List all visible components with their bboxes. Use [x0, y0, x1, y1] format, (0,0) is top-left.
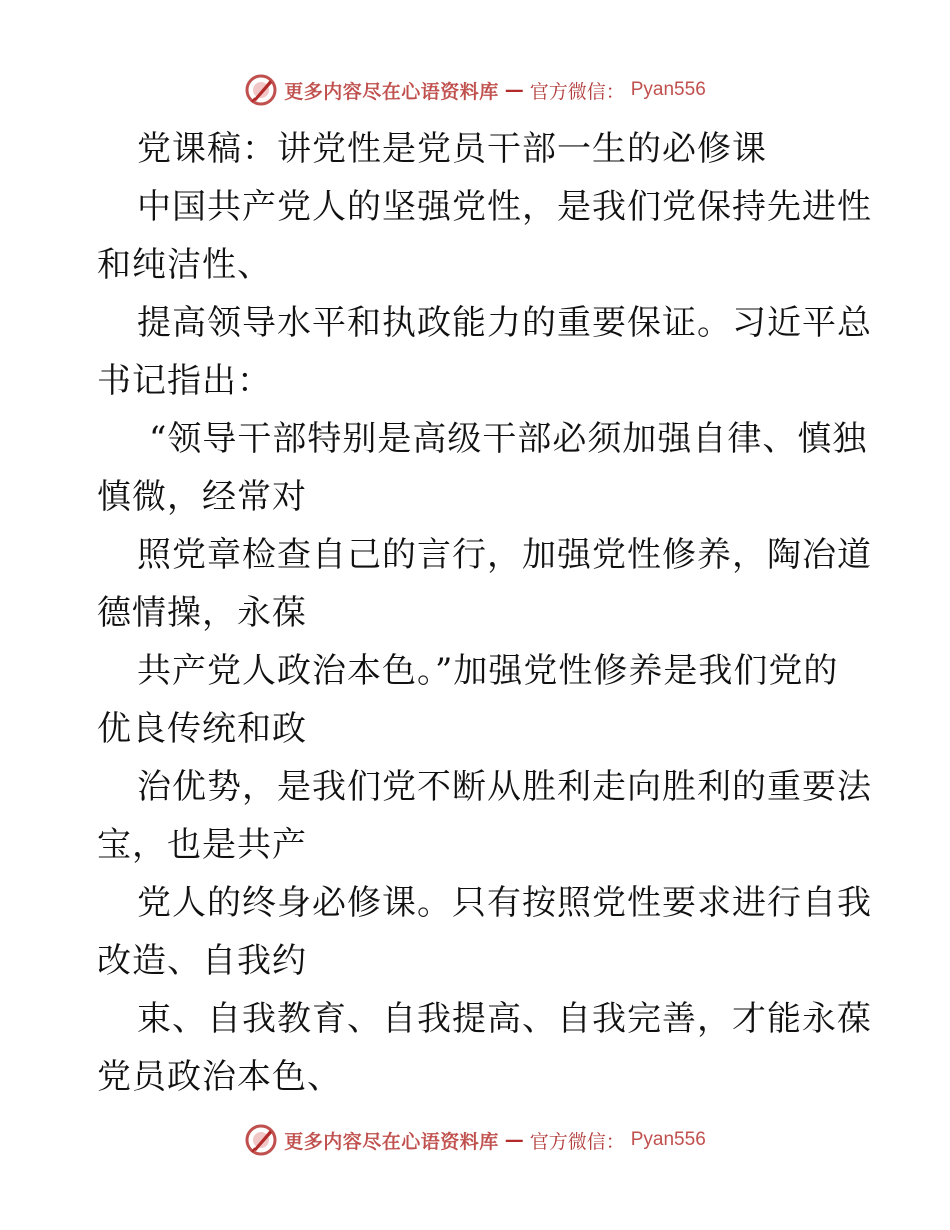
paragraph-line: 束、自我教育、自我提高、自我完善，才能永葆	[137, 999, 872, 1039]
document-title: 党课稿：讲党性是党员干部一生的必修课	[137, 129, 767, 169]
paragraph-line: 和纯洁性、	[97, 245, 272, 285]
paragraph-line: 书记指出：	[97, 361, 272, 401]
header-wechat-label: 官方微信：	[529, 80, 625, 103]
paragraph-line: 改造、自我约	[97, 941, 307, 981]
paragraph-line: 中国共产党人的坚强党性，是我们党保持先进性	[137, 187, 872, 227]
footer-dash: —	[504, 1129, 524, 1151]
header-brand-text: 更多内容尽在心语资料库	[284, 80, 499, 103]
paragraph-line: 党人的终身必修课。只有按照党性要求进行自我	[137, 883, 872, 923]
quill-pen-logo-icon	[244, 73, 278, 107]
paragraph-line: 照党章检查自己的言行，加强党性修养，陶冶道	[137, 535, 872, 575]
paragraph-line: 共产党人政治本色。”加强党性修养是我们党的	[137, 651, 839, 691]
paragraph-line: 治优势，是我们党不断从胜利走向胜利的重要法	[137, 767, 872, 807]
paragraph-line: 党员政治本色、	[97, 1057, 342, 1097]
header-dash: —	[504, 79, 524, 101]
quill-pen-logo-icon	[244, 1123, 278, 1157]
paragraph-line: “领导干部特别是高级干部必须加强自律、慎独	[149, 419, 868, 459]
header-account: Pyan556	[630, 79, 706, 100]
paragraph-line: 慎微，经常对	[97, 477, 307, 517]
footer-banner	[0, 1120, 950, 1160]
paragraph-line: 德情操，永葆	[97, 593, 307, 633]
paragraph-line: 宝，也是共产	[97, 825, 307, 865]
paragraph-line: 提高领导水平和执政能力的重要保证。习近平总	[137, 303, 872, 343]
footer-account: Pyan556	[630, 1129, 706, 1150]
footer-wechat-label: 官方微信：	[529, 1130, 625, 1153]
paragraph-line: 优良传统和政	[97, 709, 307, 749]
header-banner	[0, 70, 950, 110]
document-body	[97, 120, 872, 1106]
footer-brand-text: 更多内容尽在心语资料库	[284, 1130, 499, 1153]
